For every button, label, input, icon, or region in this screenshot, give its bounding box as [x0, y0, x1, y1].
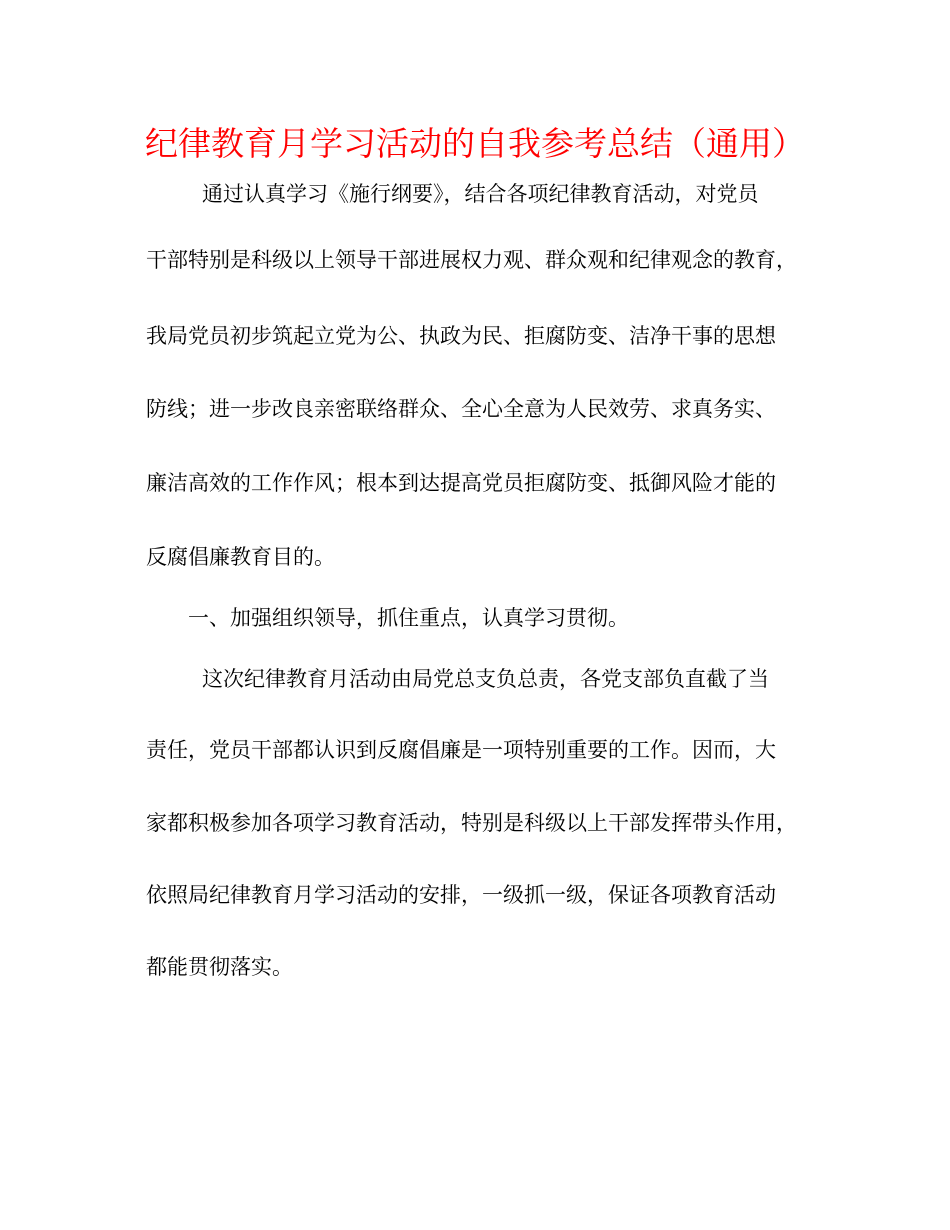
- paragraph-2-line-1: 这次纪律教育月活动由局党总支负总责，各党支部负直截了当: [202, 667, 769, 691]
- paragraph-2-line-3: 家都积极参加各项学习教育活动，特别是科级以上干部发挥带头作用，: [146, 811, 797, 835]
- paragraph-1-line-2: 干部特别是科级以上领导干部进展权力观、群众观和纪律观念的教育，: [146, 248, 797, 272]
- paragraph-1-line-6: 反腐倡廉教育目的。: [146, 545, 335, 569]
- section-heading-1: 一、加强组织领导，抓住重点，认真学习贯彻。: [188, 606, 629, 630]
- paragraph-2-line-5: 都能贯彻落实。: [146, 955, 293, 979]
- paragraph-1-line-1: 通过认真学习《施行纲要》，结合各项纪律教育活动，对党员: [202, 182, 759, 206]
- document-title: 纪律教育月学习活动的自我参考总结（通用）: [145, 124, 805, 163]
- paragraph-1-line-3: 我局党员初步筑起立党为公、执政为民、拒腐防变、洁净干事的思想: [146, 324, 776, 348]
- paragraph-1-line-4: 防线；进一步改良亲密联络群众、全心全意为人民效劳、求真务实、: [146, 397, 776, 421]
- paragraph-1-line-5: 廉洁高效的工作作风；根本到达提高党员拒腐防变、抵御风险才能的: [146, 471, 776, 495]
- paragraph-2-line-2: 责任，党员干部都认识到反腐倡廉是一项特别重要的工作。因而，大: [146, 738, 776, 762]
- paragraph-2-line-4: 依照局纪律教育月学习活动的安排，一级抓一级，保证各项教育活动: [146, 883, 776, 907]
